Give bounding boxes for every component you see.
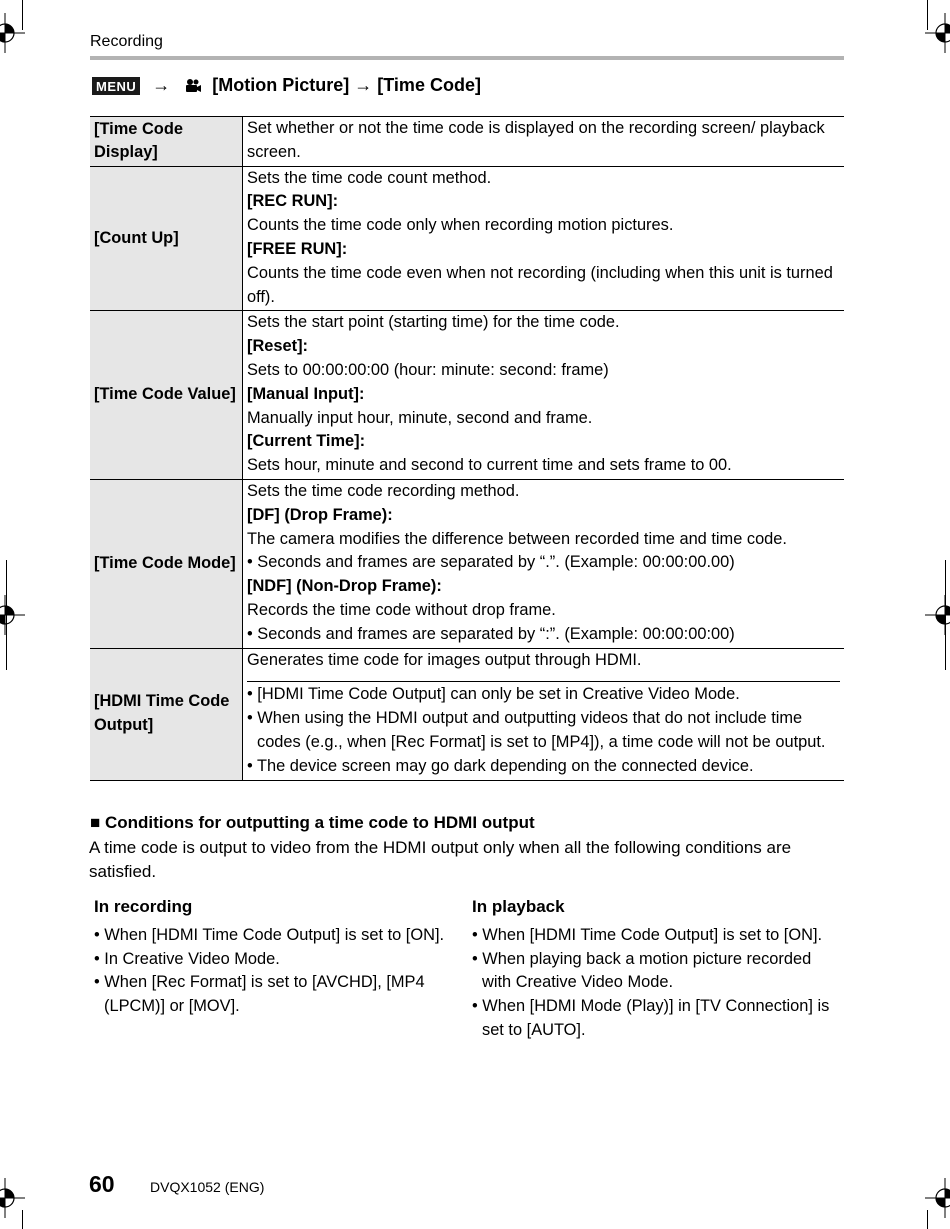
- recording-conditions: [94, 895, 454, 1019]
- registration-mark-icon: [925, 1178, 950, 1218]
- option-name: [Current Time]:: [247, 432, 366, 451]
- registration-mark-icon: [0, 595, 25, 635]
- row-description: [243, 648, 845, 780]
- option-name: [Reset]:: [247, 337, 309, 356]
- section-title: Recording: [90, 33, 163, 50]
- playback-conditions: [472, 895, 844, 1043]
- row-label: [Time Code Display]: [90, 117, 243, 167]
- option-name: [REC RUN]:: [247, 192, 339, 211]
- description-intro: Generates time code for images output through HDMI.: [247, 650, 642, 669]
- breadcrumb-arrow: →: [152, 75, 171, 95]
- menu-badge: MENU: [92, 77, 140, 95]
- row-label: [Time Code Value]: [90, 311, 243, 480]
- table-row: [90, 166, 844, 311]
- option-description: Sets to 00:00:00:00 (hour: minute: second: frame): [247, 360, 609, 379]
- registration-mark-icon: [0, 1178, 25, 1218]
- option-description: Records the time code without drop frame.: [247, 600, 556, 619]
- recording-title: In recording: [94, 897, 193, 916]
- row-label: [Time Code Mode]: [90, 479, 243, 648]
- motion-picture-camera-icon: [184, 78, 202, 94]
- row-description: [243, 311, 845, 480]
- list-item: • In Creative Video Mode.: [94, 949, 280, 968]
- row-description: [243, 166, 845, 311]
- row-label: [Count Up]: [90, 166, 243, 311]
- row-label: [HDMI Time Code Output]: [90, 648, 243, 780]
- option-bullet: • Seconds and frames are separated by “.”. (Example: 00:00:00.00): [247, 553, 735, 572]
- document-code: DVQX1052 (ENG): [150, 1179, 265, 1195]
- conditions-heading: ■ Conditions for outputting a time code to HDMI output: [90, 813, 535, 832]
- note-divider: [247, 681, 840, 682]
- time-code-settings-table: [90, 116, 844, 781]
- description-intro: Sets the time code count method.: [247, 168, 492, 187]
- option-name: [FREE RUN]:: [247, 239, 348, 258]
- header-divider: [90, 56, 844, 60]
- note-item: • [HDMI Time Code Output] can only be set in Creative Video Mode.: [247, 685, 740, 704]
- description-intro: Sets the time code recording method.: [247, 481, 520, 500]
- table-row: [90, 479, 844, 648]
- list-item: • When [HDMI Time Code Output] is set to [ON].: [472, 925, 823, 944]
- table-row: [90, 117, 844, 167]
- table-row: [90, 311, 844, 480]
- list-item: • When [Rec Format] is set to [AVCHD], [MP4 (LPCM)] or [MOV].: [94, 973, 425, 1016]
- conditions-text: A time code is output to video from the HDMI output only when all the following conditions are satisfied.: [89, 838, 792, 881]
- option-name: [NDF] (Non-Drop Frame):: [247, 577, 442, 596]
- row-description: [243, 479, 845, 648]
- option-description: Sets hour, minute and second to current time and sets frame to 00.: [247, 456, 732, 475]
- row-description: [243, 117, 845, 167]
- option-description: Counts the time code even when not recording (including when this unit is turned off).: [247, 263, 833, 306]
- description-intro: Sets the start point (starting time) for the time code.: [247, 313, 620, 332]
- note-item: • The device screen may go dark depending on the connected device.: [247, 756, 754, 775]
- page-number: 60: [89, 1171, 115, 1197]
- option-name: [Manual Input]:: [247, 384, 365, 403]
- option-name: [DF] (Drop Frame):: [247, 505, 393, 524]
- note-item: • When using the HDMI output and outputting videos that do not include time codes (e.g., when [Rec Format] is set to [MP4]), a time code will not be output.: [247, 709, 826, 751]
- registration-mark-icon: [0, 13, 25, 53]
- menu-breadcrumb: [92, 75, 481, 96]
- option-bullet: • Seconds and frames are separated by “:”. (Example: 00:00:00:00): [247, 624, 735, 643]
- breadcrumb-path: [Motion Picture] → [Time Code]: [212, 75, 481, 95]
- registration-mark-icon: [925, 13, 950, 53]
- list-item: • When [HDMI Time Code Output] is set to [ON].: [94, 925, 445, 944]
- list-item: • When [HDMI Mode (Play)] in [TV Connection] is set to [AUTO].: [472, 997, 830, 1039]
- option-description: Manually input hour, minute, second and frame.: [247, 408, 593, 427]
- table-row: [90, 648, 844, 780]
- description-text: Set whether or not the time code is displayed on the recording screen/ playback screen.: [247, 119, 825, 161]
- list-item: • When playing back a motion picture recorded with Creative Video Mode.: [472, 949, 812, 992]
- option-description: Counts the time code only when recording motion pictures.: [247, 216, 674, 235]
- option-description: The camera modifies the difference between recorded time and time code.: [247, 529, 787, 548]
- playback-title: In playback: [472, 897, 565, 916]
- registration-mark-icon: [925, 595, 950, 635]
